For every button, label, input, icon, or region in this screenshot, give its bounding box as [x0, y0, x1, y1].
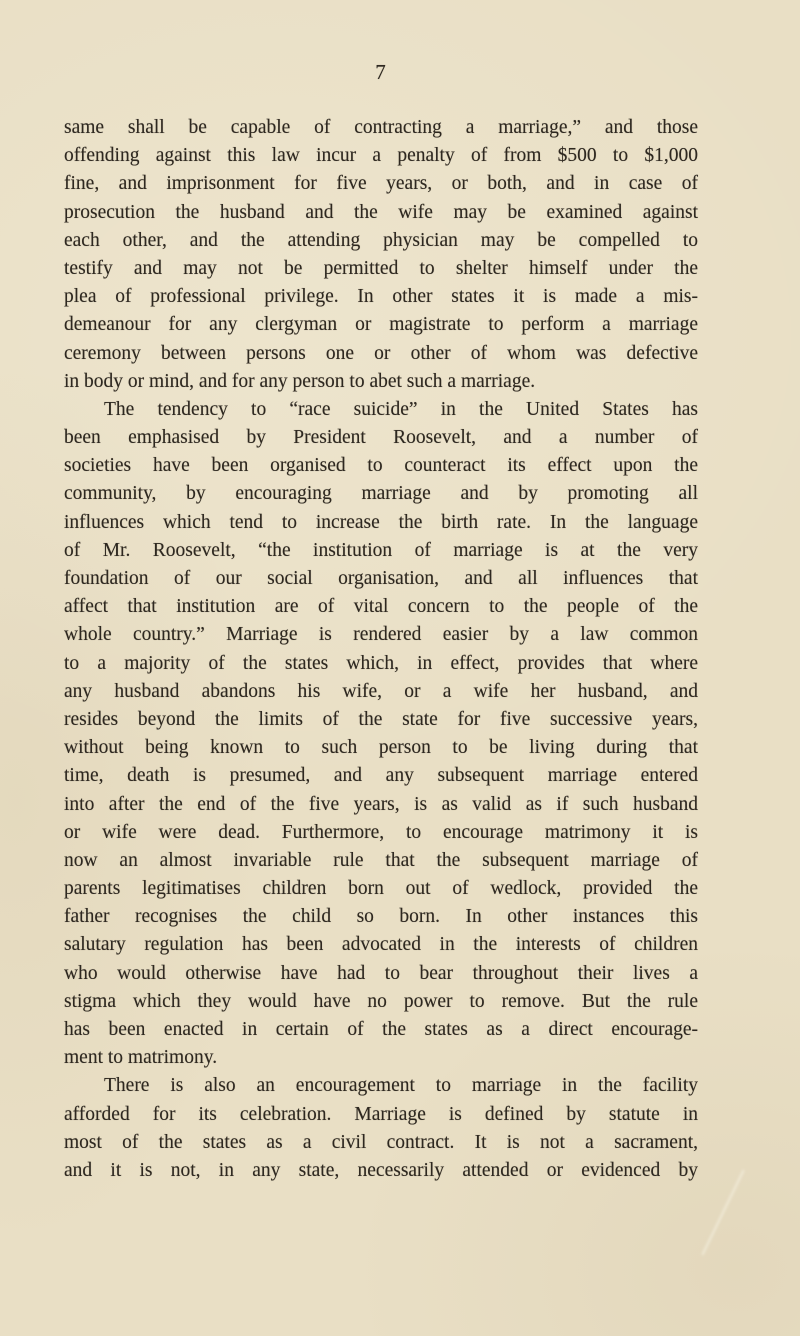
text-line: affect that institution are of vital concern to the people of the [64, 596, 698, 618]
text-line: into after the end of the five years, is as valid as if such husband [64, 793, 698, 815]
text-line: to a majority of the states which, in effect, provides that where [64, 652, 698, 674]
paper-crease [701, 1169, 744, 1255]
text-line: each other, and the attending physician may be compelled to [64, 229, 698, 251]
text-line: plea of professional privilege. In other states it is made a mis- [64, 286, 698, 308]
paragraph [64, 114, 698, 396]
text-line: stigma which they would have no power to remove. But the rule [64, 990, 698, 1012]
text-line: ceremony between persons one or other of whom was defective [64, 342, 698, 364]
text-line: now an almost invariable rule that the subsequent marriage of [64, 849, 698, 871]
page-number: 7 [375, 60, 387, 84]
text-line: most of the states as a civil contract. It is not a sacrament, [64, 1131, 698, 1153]
text-line: same shall be capable of contracting a marriage,” and those [64, 117, 698, 138]
text-line: The tendency to “race suicide” in the United States has [104, 398, 698, 420]
text-line: fine, and imprisonment for five years, or both, and in case of [64, 173, 698, 195]
paragraph [64, 396, 698, 1073]
text-line: whole country.” Marriage is rendered easier by a law common [64, 624, 698, 646]
text-line: father recognises the child so born. In other instances this [64, 906, 698, 928]
text-line: afforded for its celebration. Marriage is defined by statute in [64, 1103, 698, 1125]
text-line: who would otherwise have had to bear throughout their lives a [64, 962, 698, 984]
text-line: in body or mind, and for any person to abet such a marriage. [64, 370, 536, 392]
text-line: parents legitimatises children born out of wedlock, provided the [64, 878, 698, 900]
text-line: or wife were dead. Furthermore, to encourage matrimony it is [64, 821, 698, 843]
text-line: without being known to such person to be living during that [64, 737, 698, 759]
text-line: ment to matrimony. [64, 1047, 218, 1069]
text-line: societies have been organised to counteract its effect upon the [64, 455, 698, 477]
text-line: any husband abandons his wife, or a wife her husband, and [64, 680, 698, 702]
text-line: and it is not, in any state, necessarily attended or evidenced by [64, 1159, 698, 1181]
text-line: There is also an encouragement to marriage in the facility [104, 1075, 698, 1097]
text-line: salutary regulation has been advocated in the interests of children [64, 934, 698, 956]
text-line: foundation of our social organisation, and all influences that [64, 568, 698, 589]
text-line: community, by encouraging marriage and by promoting all [64, 483, 698, 505]
text-line: prosecution the husband and the wife may be examined against [64, 201, 698, 223]
body-text [64, 114, 698, 1185]
text-line: been emphasised by President Roosevelt, and a number of [64, 427, 698, 449]
text-line: time, death is presumed, and any subsequent marriage entered [64, 765, 698, 787]
text-line: resides beyond the limits of the state for five successive years, [64, 708, 698, 730]
paragraph [64, 1072, 698, 1185]
text-line: testify and may not be permitted to shelter himself under the [64, 257, 698, 279]
text-line: has been enacted in certain of the states as a direct encourage- [64, 1019, 698, 1040]
text-line: offending against this law incur a penalty of from $500 to $1,000 [64, 145, 698, 167]
text-line: demeanour for any clergyman or magistrate to perform a marriage [64, 314, 698, 336]
text-line: of Mr. Roosevelt, “the institution of marriage is at the very [64, 539, 698, 561]
text-line: influences which tend to increase the birth rate. In the language [64, 511, 698, 533]
